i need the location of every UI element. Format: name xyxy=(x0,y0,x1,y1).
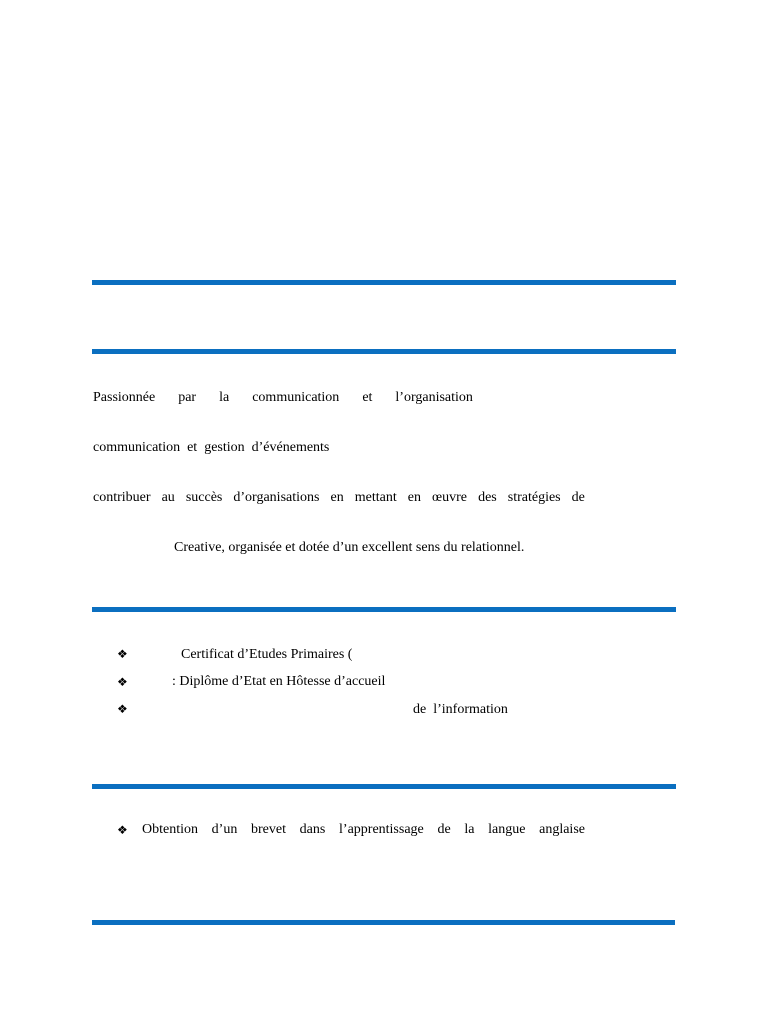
section-divider xyxy=(92,920,675,925)
education-item: de l’information xyxy=(413,702,508,717)
bullet-icon: ❖ xyxy=(117,647,128,661)
other-item: Obtention d’un brevet dans l’apprentissage de la langue anglaise xyxy=(142,822,585,837)
profile-line-2: communication et gestion d’événements xyxy=(93,440,330,455)
profile-line-4: Creative, organisée et dotée d’un excellent sens du relationnel. xyxy=(174,540,525,555)
bullet-icon: ❖ xyxy=(117,823,128,837)
education-item: Certificat d’Etudes Primaires ( xyxy=(181,647,353,662)
education-item: : Diplôme d’Etat en Hôtesse d’accueil xyxy=(172,674,386,689)
section-divider xyxy=(92,784,676,789)
section-divider xyxy=(92,349,676,354)
section-divider xyxy=(92,607,676,612)
bullet-icon: ❖ xyxy=(117,675,128,689)
bullet-icon: ❖ xyxy=(117,702,128,716)
profile-line-1: Passionnée par la communication et l’organisation xyxy=(93,390,473,405)
section-divider xyxy=(92,280,676,285)
profile-line-3: contribuer au succès d’organisations en mettant en œuvre des stratégies de xyxy=(93,490,585,505)
